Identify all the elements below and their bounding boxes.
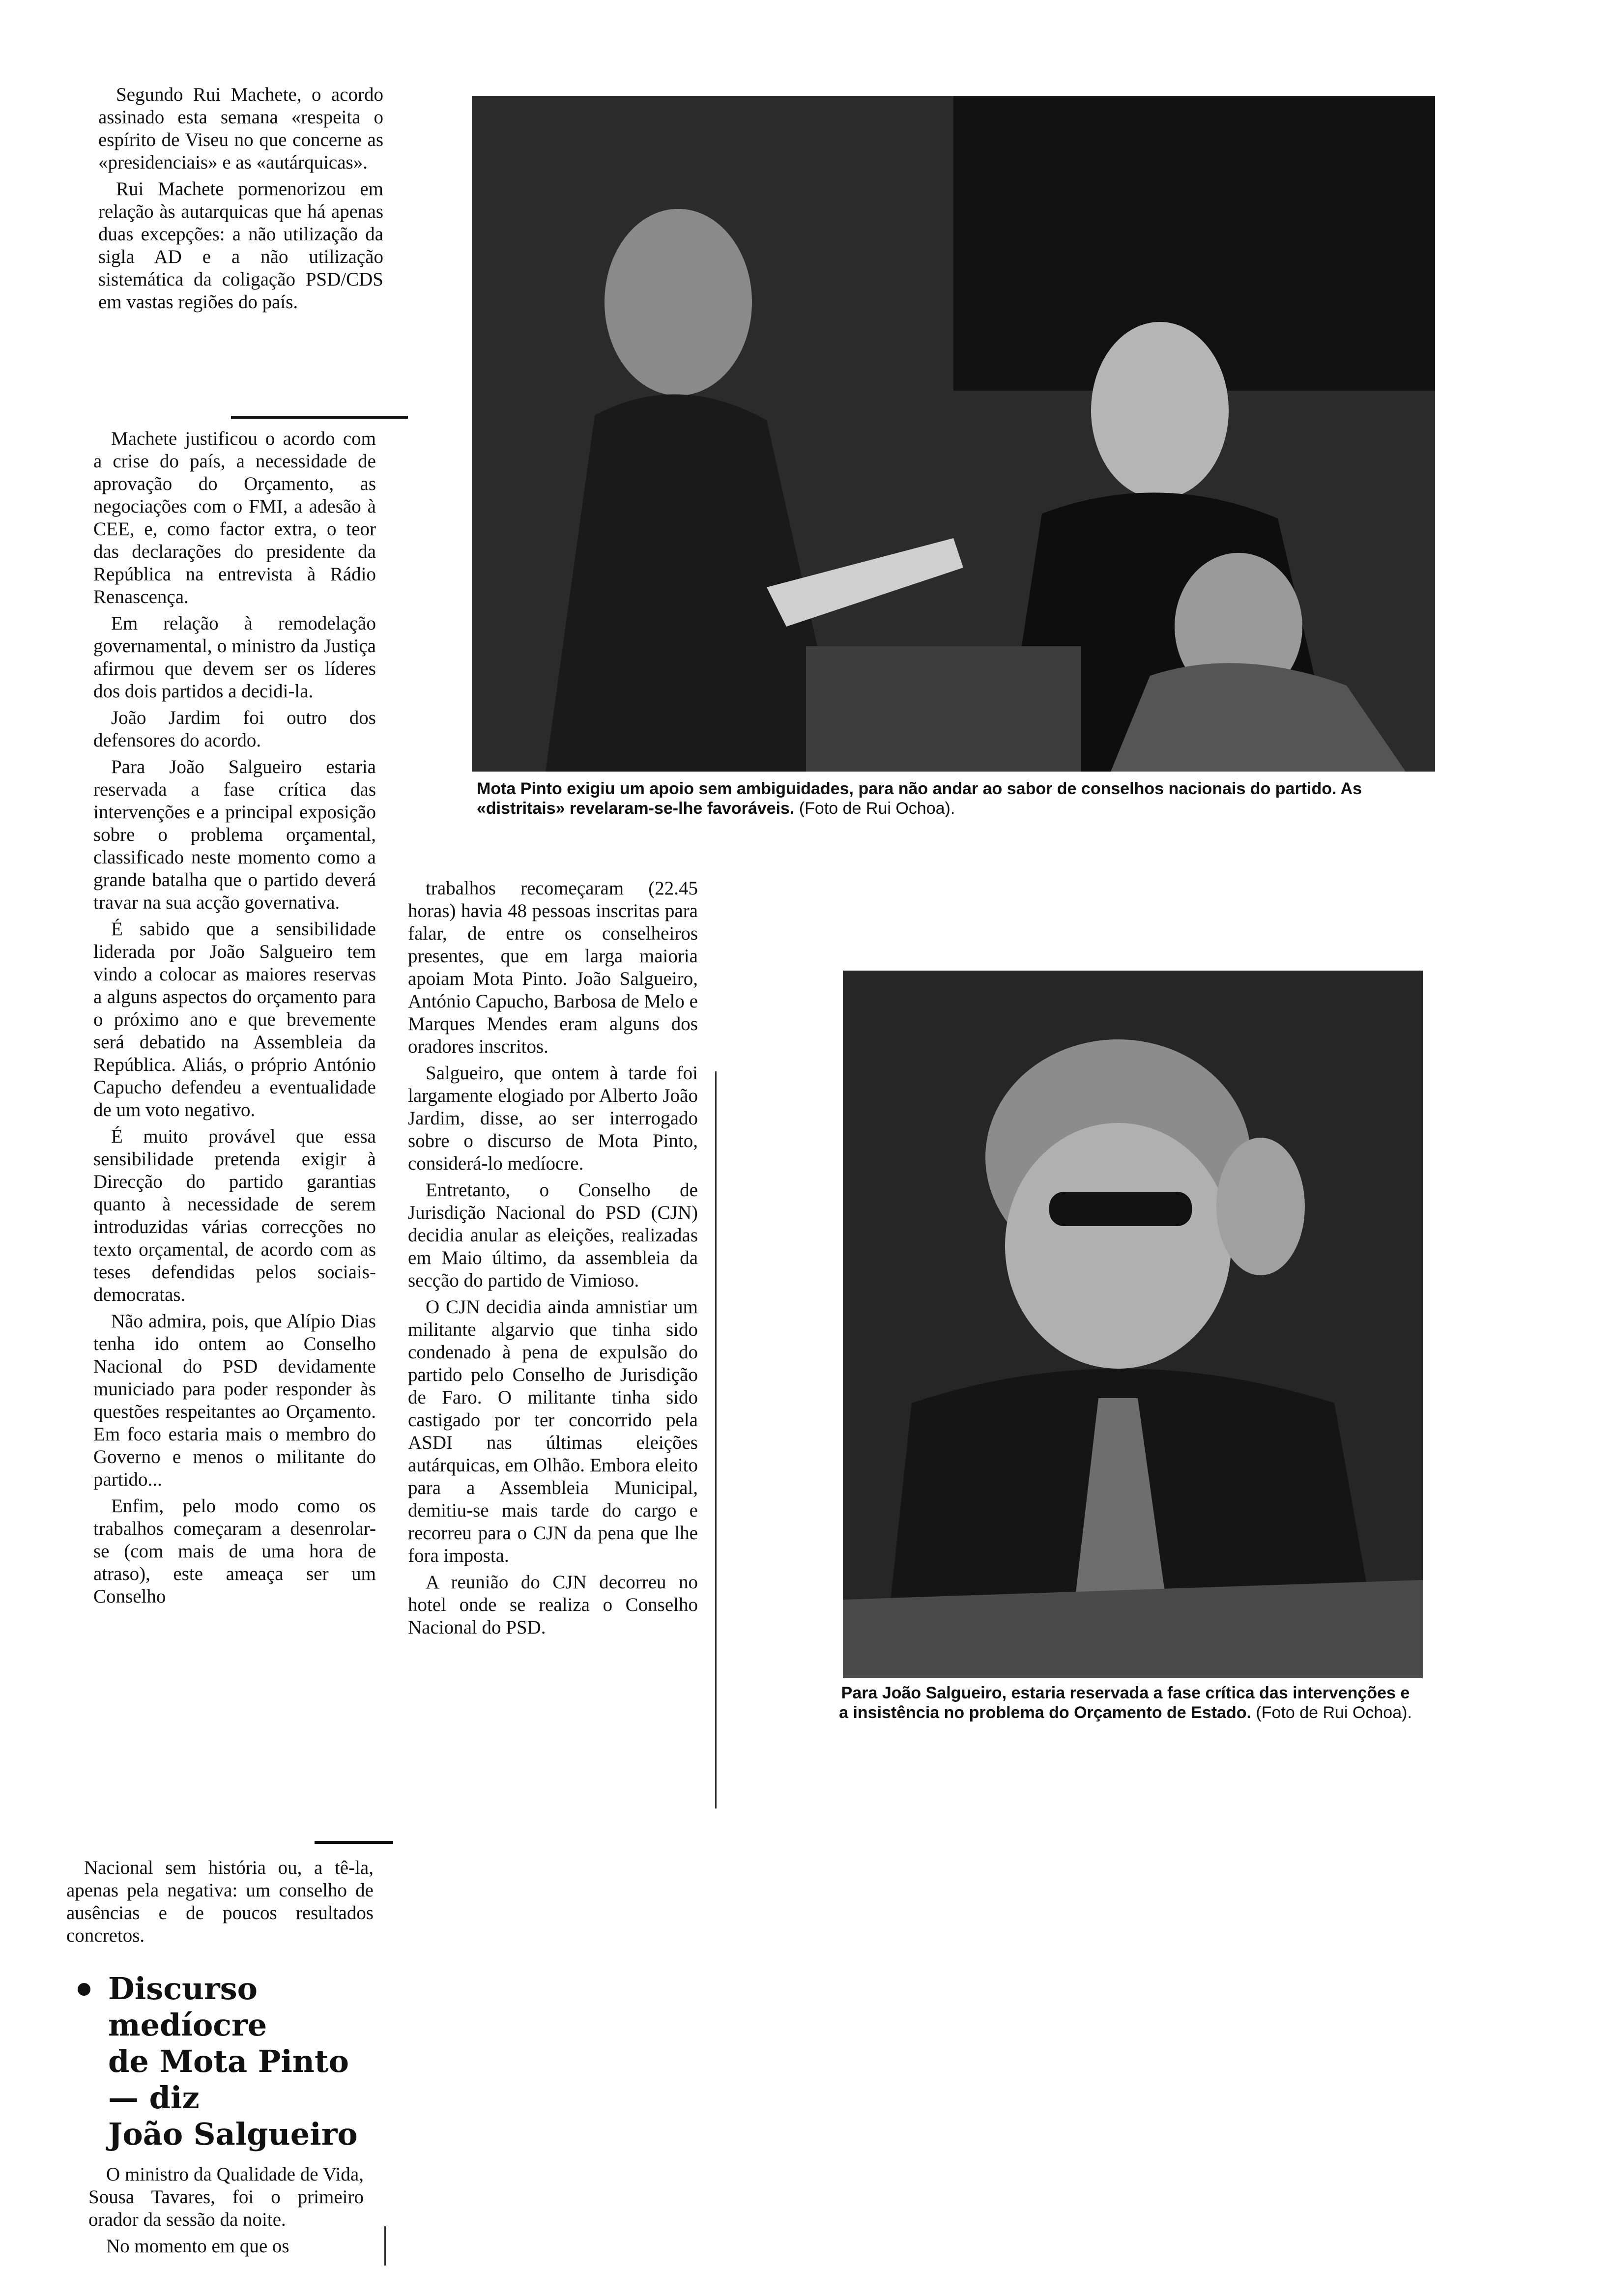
photo-caption bbox=[835, 1683, 1415, 1722]
subhead-line: de Mota Pinto bbox=[108, 2043, 349, 2079]
paragraph: Para João Salgueiro estaria reservada a fase crítica das intervenções e a principal exposição sobre o problema orçamental, classificado neste momento como a grande batalha que o partido deverá travar na sua acção governativa. bbox=[93, 756, 376, 913]
column-1-main bbox=[93, 428, 376, 1612]
paragraph: Segundo Rui Machete, o acordo assinado esta semana «respeita o espírito de Viseu no que concerne as «presidenciais» e as «autárquicas». bbox=[98, 84, 383, 173]
paragraph: A reunião do CJN decorreu no hotel onde se realiza o Conselho Nacional do PSD. bbox=[408, 1572, 698, 1638]
column-rule bbox=[315, 1841, 393, 1844]
column-divider bbox=[715, 1071, 717, 1808]
paragraph: Machete justificou o acordo com a crise do país, a necessidade de aprovação do Orçamento, as negociações com o FMI, a adesão à CEE, e, como factor extra, o teor das declarações do presidente da República na entrevista à Rádio Renascença. bbox=[93, 428, 376, 607]
paragraph: Enfim, pelo modo como os trabalhos começaram a desenrolar-se (com mais de uma hora de atraso), este ameaça ser um Conselho bbox=[93, 1495, 376, 1607]
paragraph: Em relação à remodelação governamental, o ministro da Justiça afirmou que devem ser os líderes dos dois partidos a decidi-la. bbox=[93, 613, 376, 702]
photo-credit: (Foto de Rui Ochoa). bbox=[1256, 1703, 1412, 1722]
subhead bbox=[108, 1971, 383, 2152]
paragraph: O ministro da Qualidade de Vida, Sousa Tavares, foi o primeiro orador da sessão da noite. bbox=[88, 2164, 364, 2230]
caption-text: Para João Salgueiro, estaria reservada a fase crítica das intervenções e a insistência no problema do Orçamento de Estado. bbox=[839, 1684, 1410, 1722]
photo-mota-pinto-image bbox=[472, 96, 1435, 772]
subhead-line: João Salgueiro bbox=[108, 2116, 358, 2152]
photo-credit: (Foto de Rui Ochoa). bbox=[799, 799, 955, 818]
column-divider bbox=[384, 2226, 386, 2266]
paragraph: É muito provável que essa sensibilidade pretenda exigir à Direcção do partido garantias quanto à necessidade de serem introduzidas várias correcções no texto orçamental, de acordo com as teses defendidas pelos sociais-democratas. bbox=[93, 1126, 376, 1305]
paragraph: Entretanto, o Conselho de Jurisdição Nacional do PSD (CJN) decidia anular as eleições, realizadas em Maio último, da assembleia da secção do partido de Vimioso. bbox=[408, 1179, 698, 1291]
subhead-line: — diz bbox=[108, 2080, 200, 2116]
paragraph: É sabido que a sensibilidade liderada por João Salgueiro tem vindo a colocar as maiores reservas a alguns aspectos do orçamento para o próximo ano e que brevemente será debatido na Assembleia da República. Aliás, o próprio António Capucho defendeu a eventualidade de um voto negativo. bbox=[93, 918, 376, 1120]
paragraph: trabalhos recomeçaram (22.45 horas) havia 48 pessoas inscritas para falar, de entre os conselheiros presentes, que em larga maioria apoiam Mota Pinto. João Salgueiro, António Capucho, Barbosa de Melo e Marques Mendes eram alguns dos oradores inscritos. bbox=[408, 878, 698, 1057]
photo-joao-salgueiro-image bbox=[843, 971, 1423, 1678]
column-1-bottom bbox=[66, 1857, 374, 1951]
subhead-line: Discurso bbox=[108, 1971, 258, 2007]
photo-mota-pinto bbox=[472, 96, 1435, 772]
column-rule bbox=[231, 416, 408, 419]
paragraph: Não admira, pois, que Alípio Dias tenha ido ontem ao Conselho Nacional do PSD devidamente municiado para poder responder às questões respeitantes ao Orçamento. Em foco estaria mais o membro do Governo e menos o militante do partido... bbox=[93, 1311, 376, 1490]
subhead-line: medíocre bbox=[108, 2007, 267, 2043]
caption-text: Mota Pinto exigiu um apoio sem ambiguidades, para não andar ao sabor de conselhos nacionais do partido. As «distritais» revelaram-se-lhe favoráveis. bbox=[477, 779, 1362, 818]
paragraph: Salgueiro, que ontem à tarde foi largamente elogiado por Alberto João Jardim, disse, ao ser interrogado sobre o discurso de Mota Pinto, considerá-lo medíocre. bbox=[408, 1062, 698, 1174]
photo-caption bbox=[477, 779, 1420, 818]
paragraph: Rui Machete pormenorizou em relação às autarquicas que há apenas duas excepções: a não utilização da sigla AD e a não utilização sistemática da coligação PSD/CDS em vastas regiões do país. bbox=[98, 178, 383, 313]
photo-joao-salgueiro bbox=[843, 971, 1423, 1678]
paragraph: O CJN decidia ainda amnistiar um militante algarvio que tinha sido condenado à pena de expulsão do partido pelo Conselho de Jurisdição de Faro. O militante tinha sido castigado por ter concorrido pela ASDI nas últimas eleições autárquicas, em Olhão. Embora eleito para a Assembleia Municipal, demitiu-se mais tarde do cargo e recorreu para o CJN da pena que lhe fora imposta. bbox=[408, 1296, 698, 1566]
paragraph: João Jardim foi outro dos defensores do acordo. bbox=[93, 707, 376, 751]
column-1-after-subhead bbox=[88, 2163, 364, 2262]
column-1-top bbox=[98, 84, 383, 317]
paragraph: No momento em que os bbox=[106, 2236, 289, 2257]
column-2 bbox=[408, 877, 698, 1643]
paragraph: Nacional sem história ou, a tê-la, apenas pela negativa: um conselho de ausências e de poucos resultados concretos. bbox=[66, 1857, 374, 1946]
bullet-icon bbox=[78, 1983, 90, 1996]
